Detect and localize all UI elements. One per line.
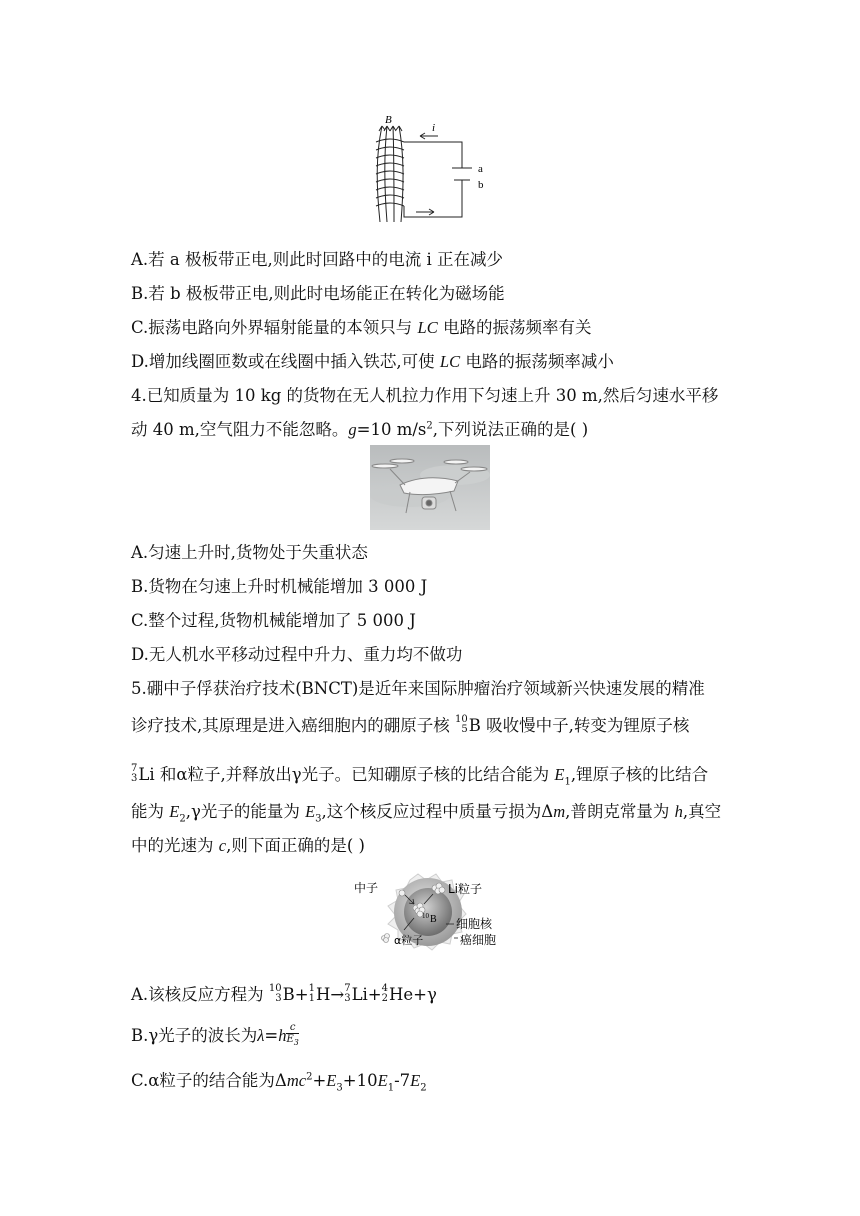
q5-stem-line5	[131, 832, 365, 856]
denominator	[286, 1033, 298, 1048]
q5-option-b	[131, 1022, 299, 1050]
bnct-cell-figure	[352, 872, 512, 954]
text: ,则下面正确的是( )	[226, 836, 365, 855]
fig-cancer-label: 癌细胞	[460, 933, 497, 947]
symbol: He+γ	[389, 985, 437, 1004]
text: =	[264, 1026, 279, 1045]
text: +	[312, 1071, 327, 1090]
den-sub: 3	[293, 1037, 299, 1047]
atomic-number: 3	[131, 772, 138, 784]
label-a: a	[478, 163, 483, 175]
nuclide-numbers	[309, 984, 315, 1004]
text: =10 m/s	[356, 420, 427, 439]
var-m: m	[553, 802, 566, 821]
text: 中的光速为	[131, 836, 219, 855]
mass-number: 10	[455, 713, 468, 725]
mass-number: 7	[344, 982, 351, 994]
var-c: c	[218, 836, 227, 855]
lc-circuit-figure	[370, 114, 500, 224]
symbol: Li	[138, 765, 155, 784]
sub: 2	[420, 1082, 427, 1094]
mass-number: 10	[268, 982, 282, 994]
q5-stem-line2	[131, 712, 689, 737]
nuclide-numbers	[344, 984, 350, 1004]
var-e: E	[305, 802, 316, 821]
text: B.γ光子的波长为	[131, 1026, 258, 1045]
numerator: c	[289, 1021, 296, 1033]
q3-option-a: A.若 a 极板带正电,则此时回路中的电流 i 正在减少	[131, 250, 503, 269]
q4-option-d: D.无人机水平移动过程中升力、重力均不做功	[131, 645, 463, 664]
fraction	[286, 1022, 298, 1048]
label-b: b	[478, 179, 484, 191]
nuclide-numbers	[269, 984, 282, 1004]
text: A.该核反应方程为	[131, 985, 269, 1004]
fig-nucleus-label: 细胞核	[456, 917, 493, 931]
symbol: H→	[315, 985, 345, 1004]
text: 动 40 m,空气阻力不能忽略。	[131, 420, 349, 439]
var-c: c	[298, 1071, 307, 1090]
fig-boron-mass: 10	[422, 912, 429, 920]
var-lc: LC	[417, 318, 438, 337]
q3-option-b: B.若 b 极板带正电,则此时电场能正在转化为磁场能	[131, 284, 505, 303]
fig-li-label: Li粒子	[448, 882, 483, 896]
text: ,γ光子的能量为	[185, 802, 306, 821]
sub: 1	[387, 1082, 395, 1094]
q3-option-d	[131, 348, 614, 372]
drone-photo	[370, 445, 490, 530]
q4-option-c: C.整个过程,货物机械能增加了 5 000 J	[131, 611, 416, 630]
sub: 2	[179, 813, 186, 825]
var-e: E	[326, 1071, 337, 1090]
fig-boron-label: B	[430, 914, 437, 925]
text: C.振荡电路向外界辐射能量的本领只与	[131, 318, 418, 337]
text: -7	[394, 1071, 411, 1090]
q4-option-b: B.货物在匀速上升时机械能增加 3 000 J	[131, 577, 428, 596]
atomic-number: 3	[344, 992, 351, 1004]
var-h: h	[278, 1026, 287, 1045]
symbol: B+	[282, 985, 309, 1004]
text: 电路的振荡频率有关	[437, 318, 592, 337]
var-e: E	[410, 1071, 421, 1090]
atomic-number: 2	[381, 992, 388, 1004]
var-g: g	[348, 420, 357, 439]
var-m: m	[286, 1071, 299, 1090]
sub: 3	[336, 1082, 343, 1094]
label-i: i	[432, 122, 436, 134]
symbol: Li+	[351, 985, 382, 1004]
q4-stem-line2	[131, 416, 588, 440]
var-h: h	[674, 802, 683, 821]
sup: 2	[426, 420, 433, 432]
nuclide-numbers	[131, 764, 137, 784]
text: ,这个核反应过程中质量亏损为Δ	[321, 802, 554, 821]
q5-stem-line4	[131, 798, 721, 824]
den-e: E	[286, 1033, 294, 1045]
var-lambda: λ	[257, 1026, 265, 1045]
text: ,普朗克常量为	[565, 802, 675, 821]
text: 能为	[131, 802, 170, 821]
q5-option-a	[131, 981, 437, 1006]
var-lc: LC	[439, 352, 461, 371]
q3-option-c	[131, 314, 591, 338]
mass-number: 4	[381, 982, 388, 994]
fig-neutron-label: 中子	[354, 881, 379, 895]
mass-number: 1	[308, 982, 315, 994]
q5-option-c	[131, 1067, 427, 1093]
atomic-number: 3	[275, 992, 282, 1004]
text: ,下列说法正确的是( )	[432, 420, 589, 439]
text: +10	[342, 1071, 378, 1090]
text: 电路的振荡频率减小	[460, 352, 614, 371]
fig-alpha-label: α粒子	[394, 934, 424, 947]
var-e: E	[377, 1071, 388, 1090]
q4-option-a: A.匀速上升时,货物处于失重状态	[131, 543, 368, 562]
q4-stem-line1: 4.已知质量为 10 kg 的货物在无人机拉力作用下匀速上升 30 m,然后匀速水平移	[131, 386, 719, 405]
q5-stem-line3	[131, 761, 708, 787]
sub: 1	[564, 776, 571, 788]
text: ,锂原子核的比结合	[570, 765, 709, 784]
var-e: E	[554, 765, 565, 784]
nuclide-numbers	[455, 715, 468, 735]
sub: 3	[315, 813, 322, 825]
label-B: B	[385, 114, 392, 126]
sup: 2	[306, 1071, 313, 1083]
text: D.增加线圈匝数或在线圈中插入铁芯,可使	[131, 352, 440, 371]
var-e: E	[169, 802, 180, 821]
mass-number: 7	[131, 762, 138, 774]
q5-stem-line1: 5.硼中子俘获治疗技术(BNCT)是近年来国际肿瘤治疗领域新兴快速发展的精准	[131, 679, 705, 698]
nuclide-numbers	[382, 984, 388, 1004]
text: 和α粒子,并释放出γ光子。已知硼原子核的比结合能为	[154, 765, 555, 784]
text: 吸收慢中子,转变为锂原子核	[480, 716, 690, 735]
atomic-number: 5	[461, 723, 468, 735]
text: ,真空	[682, 802, 722, 821]
atomic-number: 1	[308, 992, 315, 1004]
text: C.α粒子的结合能为Δ	[131, 1071, 287, 1090]
text: 诊疗技术,其原理是进入癌细胞内的硼原子核	[131, 716, 455, 735]
symbol: B	[468, 716, 481, 735]
